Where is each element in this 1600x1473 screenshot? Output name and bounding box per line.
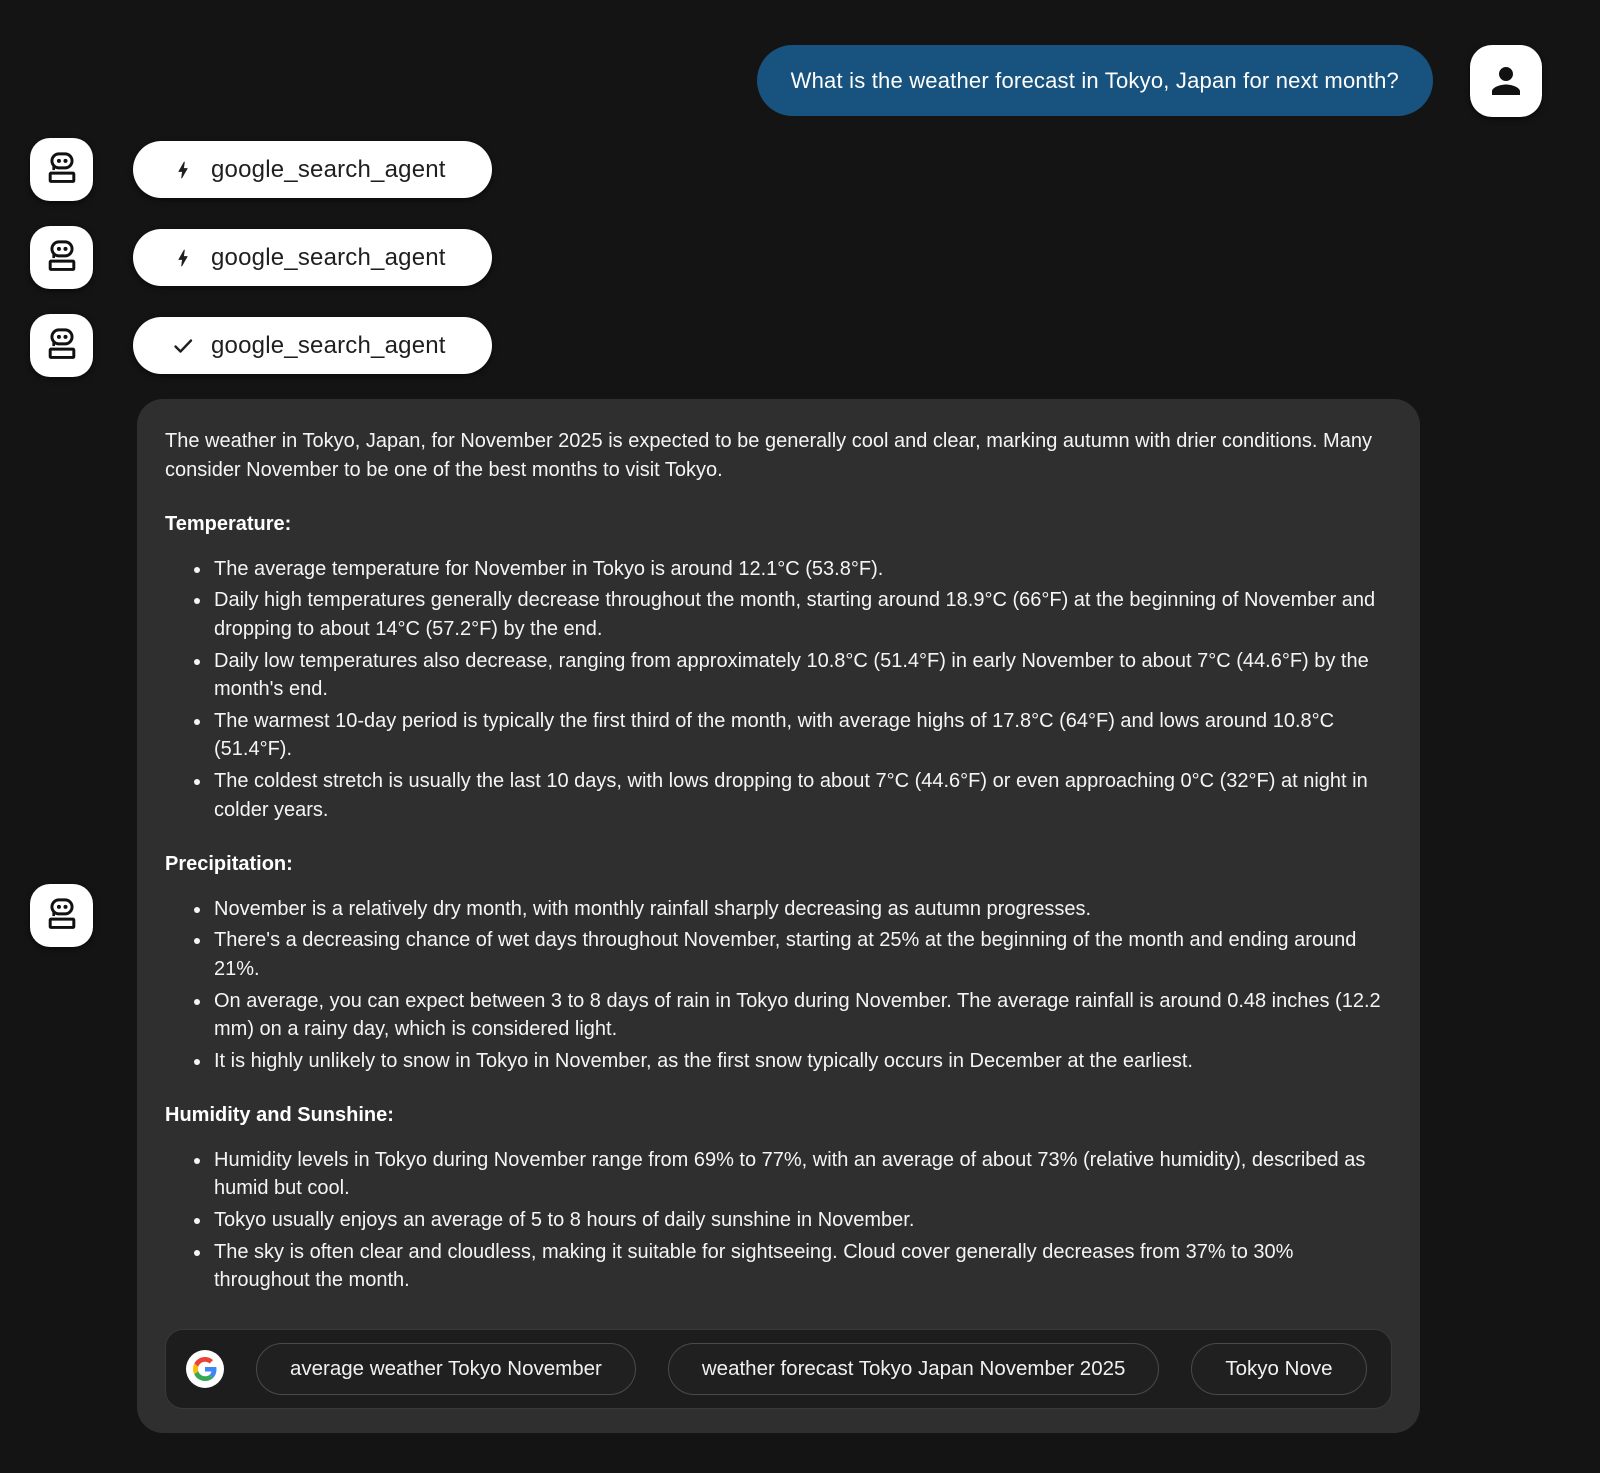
bullet-item: • Tokyo usually enjoys an average of 5 to 8 hours of daily sunshine in November.	[212, 1206, 1392, 1235]
search-suggestion-chip[interactable]	[256, 1343, 636, 1395]
chip-label: average weather Tokyo November	[290, 1357, 602, 1381]
tool-call-label: google_search_agent	[211, 155, 446, 183]
bullet-item: • November is a relatively dry month, with monthly rainfall sharply decreasing as autumn progresses.	[212, 895, 1392, 924]
robot-icon	[41, 322, 83, 369]
chip-label: Tokyo Nove	[1225, 1357, 1333, 1381]
tool-call-label: google_search_agent	[211, 243, 446, 271]
user-message-bubble	[757, 45, 1433, 116]
search-suggestion-chip[interactable]	[668, 1343, 1160, 1395]
section-heading-precipitation: Precipitation:	[165, 853, 293, 876]
agent-response-row	[30, 399, 1600, 1433]
bullet-item: • The average temperature for November in Tokyo is around 12.1°C (53.8°F).	[212, 555, 1392, 584]
bullet-item: • The warmest 10-day period is typically the first third of the month, with average highs of 17.8°C (64°F) and lows around 10.8°C (51.4°F).	[212, 707, 1392, 764]
precipitation-list	[165, 895, 1392, 1076]
tool-call-pill[interactable]	[133, 141, 492, 198]
tool-call-label: google_search_agent	[211, 331, 446, 359]
user-message-text: What is the weather forecast in Tokyo, Japan for next month?	[790, 67, 1399, 93]
bullet-item: • Daily low temperatures also decrease, ranging from approximately 10.8°C (51.4°F) in early November to about 7°C (44.6°F) by the month's end.	[212, 647, 1392, 704]
tool-call-pill[interactable]	[133, 229, 492, 286]
bullet-item: • There's a decreasing chance of wet days throughout November, starting at 25% at the beginning of the month and ending around 21%.	[212, 926, 1392, 983]
tool-event-row	[30, 138, 1600, 201]
tool-event-row	[30, 226, 1600, 289]
user-avatar	[1470, 45, 1542, 117]
bullet-item: • The sky is often clear and cloudless, making it suitable for sightseeing. Cloud cover generally decreases from 37% to 30% throughout the month.	[212, 1238, 1392, 1295]
agent-response-card	[137, 399, 1420, 1433]
tool-call-pill[interactable]	[133, 317, 492, 374]
user-message-row	[0, 45, 1600, 117]
lightning-icon	[171, 159, 195, 181]
bullet-item: • The coldest stretch is usually the last 10 days, with lows dropping to about 7°C (44.6°F) or even approaching 0°C (32°F) at night in colder years.	[212, 767, 1392, 824]
bullet-item: • It is highly unlikely to snow in Tokyo in November, as the first snow typically occurs in December at the earliest.	[212, 1047, 1392, 1076]
robot-icon	[41, 892, 83, 939]
person-icon	[1485, 60, 1527, 102]
temperature-list	[165, 555, 1392, 824]
chip-label: weather forecast Tokyo Japan November 2025	[701, 1357, 1126, 1381]
robot-icon	[41, 234, 83, 281]
check-icon	[171, 334, 195, 358]
tool-event-row	[30, 314, 1600, 377]
robot-icon	[41, 146, 83, 193]
section-heading-humidity-sunshine: Humidity and Sunshine:	[165, 1104, 394, 1127]
humidity-sunshine-list	[165, 1146, 1392, 1295]
search-suggestions-bar	[165, 1329, 1392, 1409]
section-heading-temperature: Temperature:	[165, 513, 292, 536]
bullet-item: • Daily high temperatures generally decrease throughout the month, starting around 18.9°C (66°F) at the beginning of November and dropping to about 14°C (57.2°F) by the end.	[212, 586, 1392, 643]
bullet-item: • On average, you can expect between 3 to 8 days of rain in Tokyo during November. The average rainfall is around 0.48 inches (12.2 mm) on a rainy day, which is considered light.	[212, 987, 1392, 1044]
agent-avatar	[30, 226, 93, 289]
agent-avatar	[30, 314, 93, 377]
response-intro: The weather in Tokyo, Japan, for November 2025 is expected to be generally cool and clear, marking autumn with drier conditions. Many consider November to be one of the best months to visit Tokyo.	[165, 430, 1372, 481]
agent-avatar	[30, 138, 93, 201]
google-g-icon	[186, 1350, 224, 1388]
search-suggestion-chip[interactable]	[1191, 1343, 1366, 1395]
lightning-icon	[171, 247, 195, 269]
bullet-item: • Humidity levels in Tokyo during November range from 69% to 77%, with an average of about 73% (relative humidity), described as humid but cool.	[212, 1146, 1392, 1203]
agent-avatar	[30, 884, 93, 947]
